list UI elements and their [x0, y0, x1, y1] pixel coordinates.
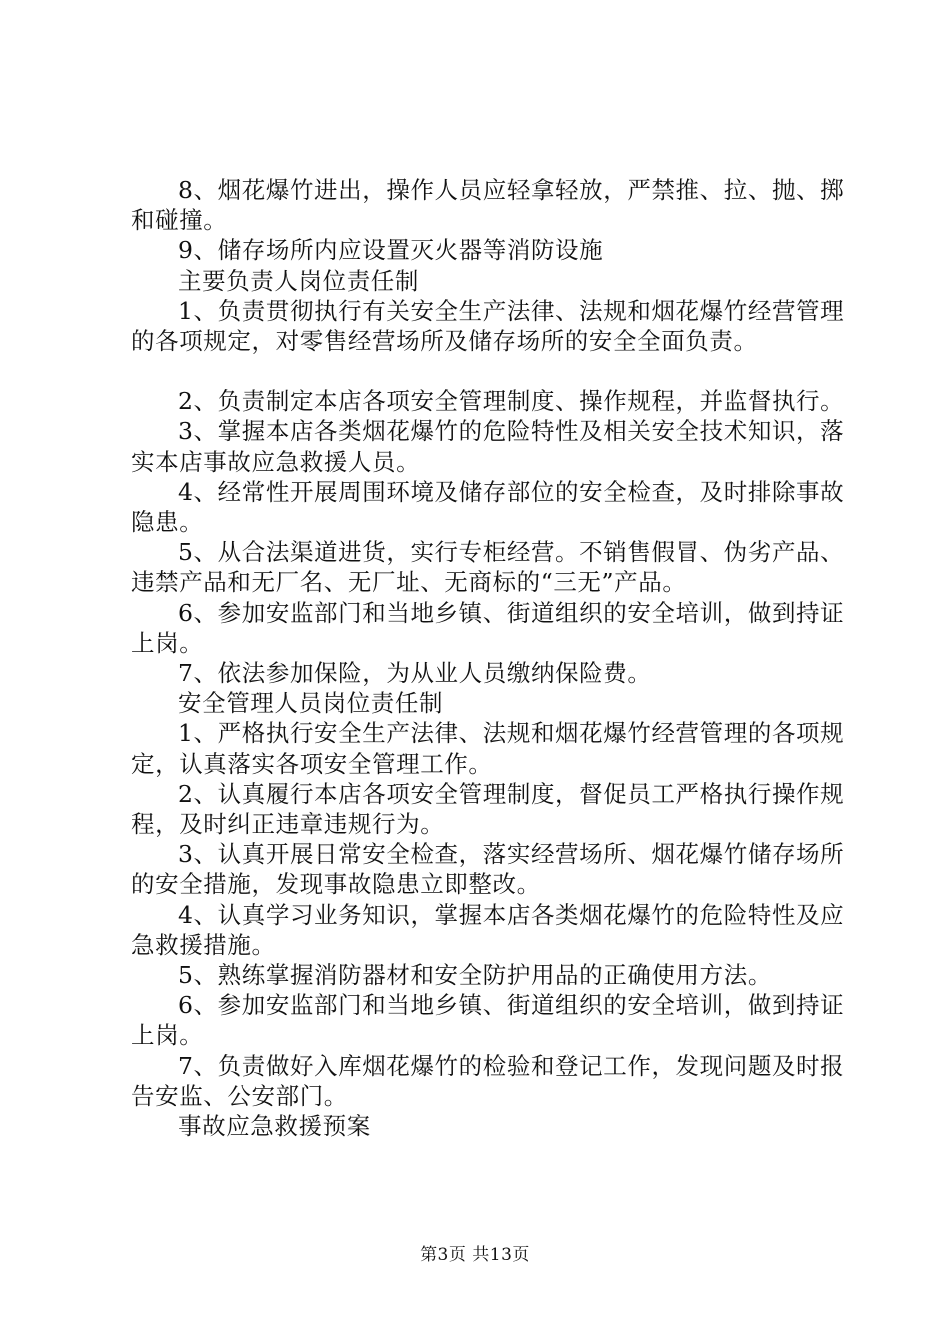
section-heading-emergency-plan: 事故应急救援预案 — [178, 1112, 371, 1141]
document-body — [131, 175, 851, 1141]
paragraph-safety-4: 4、认真学习业务知识，掌握本店各类烟花爆竹的危险特性及应急救援措施。 — [131, 900, 845, 959]
paragraph-item-9-fire-equipment: 9、储存场所内应设置灭火器等消防设施 — [178, 236, 604, 265]
paragraph-principal-7: 7、依法参加保险，为从业人员缴纳保险费。 — [178, 659, 652, 688]
paragraph-principal-3: 3、掌握本店各类烟花爆竹的危险特性及相关安全技术知识，落实本店事故应急救援人员。 — [131, 417, 845, 476]
section-heading-safety-manager: 安全管理人员岗位责任制 — [178, 689, 444, 718]
paragraph-safety-3: 3、认真开展日常安全检查，落实经营场所、烟花爆竹储存场所的安全措施，发现事故隐患立即整改。 — [131, 840, 845, 899]
paragraph-safety-1: 1、严格执行安全生产法律、法规和烟花爆竹经营管理的各项规定，认真落实各项安全管理工作。 — [131, 719, 845, 778]
paragraph-principal-5: 5、从合法渠道进货，实行专柜经营。不销售假冒、伪劣产品、违禁产品和无厂名、无厂址、无商标的“三无”产品。 — [131, 538, 845, 597]
section-heading-principal: 主要负责人岗位责任制 — [178, 266, 419, 295]
paragraph-principal-4: 4、经常性开展周围环境及储存部位的安全检查，及时排除事故隐患。 — [131, 477, 845, 537]
paragraph-principal-1: 1、负责贯彻执行有关安全生产法律、法规和烟花爆竹经营管理的各项规定，对零售经营场所及储存场所的安全全面负责。 — [131, 296, 845, 356]
paragraph-safety-6: 6、参加安监部门和当地乡镇、街道组织的安全培训，做到持证上岗。 — [131, 991, 845, 1050]
page-number-footer: 第3页 共13页 — [420, 1245, 530, 1265]
paragraph-principal-6: 6、参加安监部门和当地乡镇、街道组织的安全培训，做到持证上岗。 — [131, 598, 845, 657]
paragraph-principal-2: 2、负责制定本店各项安全管理制度、操作规程，并监督执行。 — [178, 387, 845, 416]
paragraph-safety-2: 2、认真履行本店各项安全管理制度，督促员工严格执行操作规程，及时纠正违章违规行为。 — [131, 779, 845, 839]
paragraph-safety-5: 5、熟练掌握消防器材和安全防护用品的正确使用方法。 — [178, 961, 772, 990]
blank-line — [131, 356, 851, 386]
paragraph-safety-7: 7、负责做好入库烟花爆竹的检验和登记工作，发现问题及时报告安监、公安部门。 — [131, 1051, 845, 1110]
paragraph-item-8-handling: 8、烟花爆竹进出，操作人员应轻拿轻放，严禁推、拉、抛、掷和碰撞。 — [131, 176, 845, 235]
